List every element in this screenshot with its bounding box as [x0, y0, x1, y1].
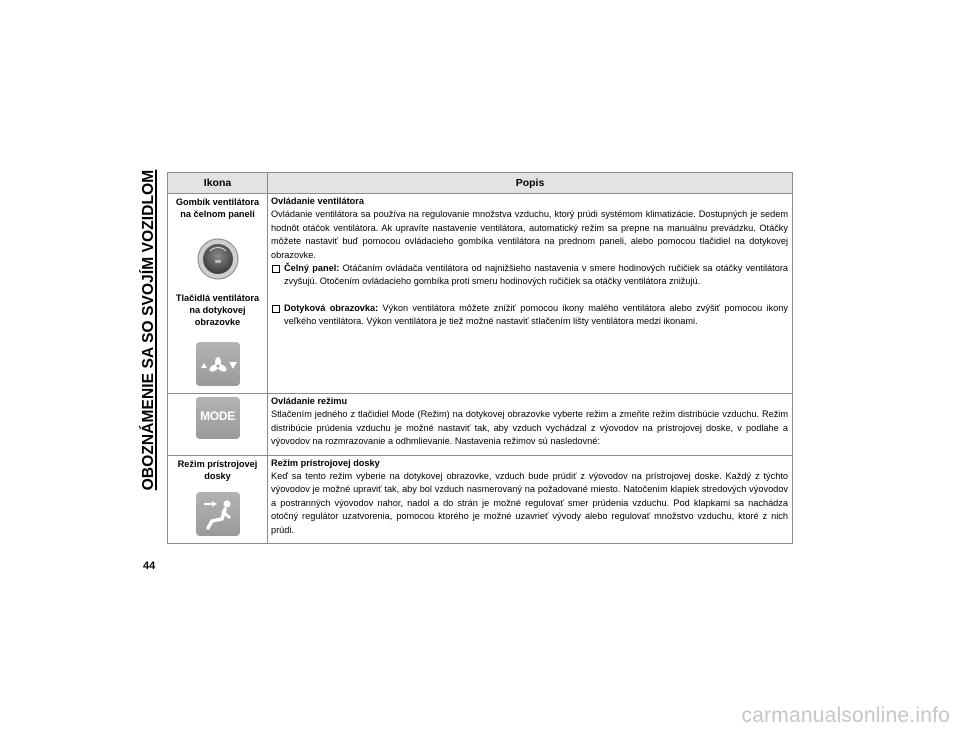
table-row: [168, 455, 793, 543]
fan-buttons-icon: [196, 342, 240, 386]
description-title: Ovládanie režimu: [271, 396, 348, 406]
icon-cell: [168, 194, 268, 394]
square-bullet-icon: [272, 305, 280, 313]
section-title: OBOZNÁMENIE SA SO SVOJÍM VOZIDLOM: [140, 169, 157, 491]
description-cell: [268, 394, 793, 456]
mode-button-icon: [196, 397, 240, 439]
description-text: Ovládanie ventilátora sa používa na regulovanie množstva vzduchu, ktorý prúdi systémom klimatizácie. Dostupných je sedem hodnôt otáčok ventilátora. Ak upravíte nastavenie ventilátora, automatický režim sa prepne na manuálnu prevádzku. Otáčky môžete nastaviť buď pomocou ovládacieho gombíka ventilátora na prednom paneli, alebo pomocou tlačidiel na dotykovej obrazovke.: [271, 209, 788, 260]
description-title: Režim prístrojovej dosky: [271, 457, 380, 468]
icon-cell: [168, 455, 268, 543]
sidebar-section-tab: [136, 169, 162, 491]
controls-table: [167, 172, 793, 544]
icon-label: Režim prístrojovej dosky: [177, 458, 258, 481]
table-header-row: [168, 173, 793, 194]
watermark: carmanualsonline.info: [741, 704, 950, 727]
bullet-text: Výkon ventilátora môžete znížiť pomocou ikony malého ventilátora alebo zvýšiť pomocou ikony veľkého ventilátora. Výkon ventilátora je tiež možné nastaviť stlačením lišty ventilátora medzi ikonami.: [284, 302, 788, 327]
header-icon: Ikona: [168, 173, 268, 194]
table-row: [168, 394, 793, 456]
description-text: Keď sa tento režim vyberie na dotykovej obrazovke, vzduch bude prúdiť z výovodov na prístrojovej doske. Každý z týchto výovodov je možné upraviť tak, aby bol vzduch nasmerovaný na požadované miesto. Natočením klapiek stredových výovodov a postranných výovodov nahor, nadol a do strán je možné regulovať smer prúdenia vzduchu. Pod klapkami sa nachádza otočný regulátor uzatvorenia, pomocou ktorého je možné uzavrieť vývody alebo regulovať množstvo vzduchu, ktoré z nich prúdi.: [271, 471, 788, 535]
description-text: Stlačením jedného z tlačidiel Mode (Režim) na dotykovej obrazovke vyberte režim a zmeňte režim distribúcie vzduchu. Režim distribúcie prúdenia vzduchu je možné nastaviť tak, aby vzduch vychádzal z výovodov na prístrojovej doske, v podlahe a výovodov na rozmrazovanie a odhmlievanie. Nastavenia režimov sú nasledovné:: [271, 409, 788, 447]
bullet-label: Čelný panel:: [284, 263, 340, 274]
header-description: Popis: [268, 173, 793, 194]
description-cell: [268, 455, 793, 543]
table-row: [168, 194, 793, 394]
bullet-text: Otáčaním ovládača ventilátora od najnižšieho nastavenia v smere hodinových ručičiek sa otáčky ventilátora zvyšujú. Otočením ovládacieho gombíka proti smeru hodinových ručičiek sa otáčky ventilátora znižujú.: [284, 263, 788, 287]
icon-label: Gombík ventilátora na čelnom paneli: [175, 197, 260, 219]
description-title: Ovládanie ventilátora: [271, 196, 364, 206]
page-number: 44: [143, 560, 156, 572]
description-cell: [268, 194, 793, 394]
list-item: [271, 262, 788, 289]
list-item: [271, 302, 788, 329]
bullet-label: Dotyková obrazovka:: [284, 302, 379, 313]
icon-label: Tlačidlá ventilátora na dotykovej obrazovke: [175, 293, 260, 327]
square-bullet-icon: [272, 265, 280, 273]
fan-knob-icon: [197, 238, 239, 280]
icon-cell: [168, 394, 268, 456]
mode-button-label: MODE: [200, 409, 235, 423]
panel-mode-icon: [196, 492, 240, 536]
